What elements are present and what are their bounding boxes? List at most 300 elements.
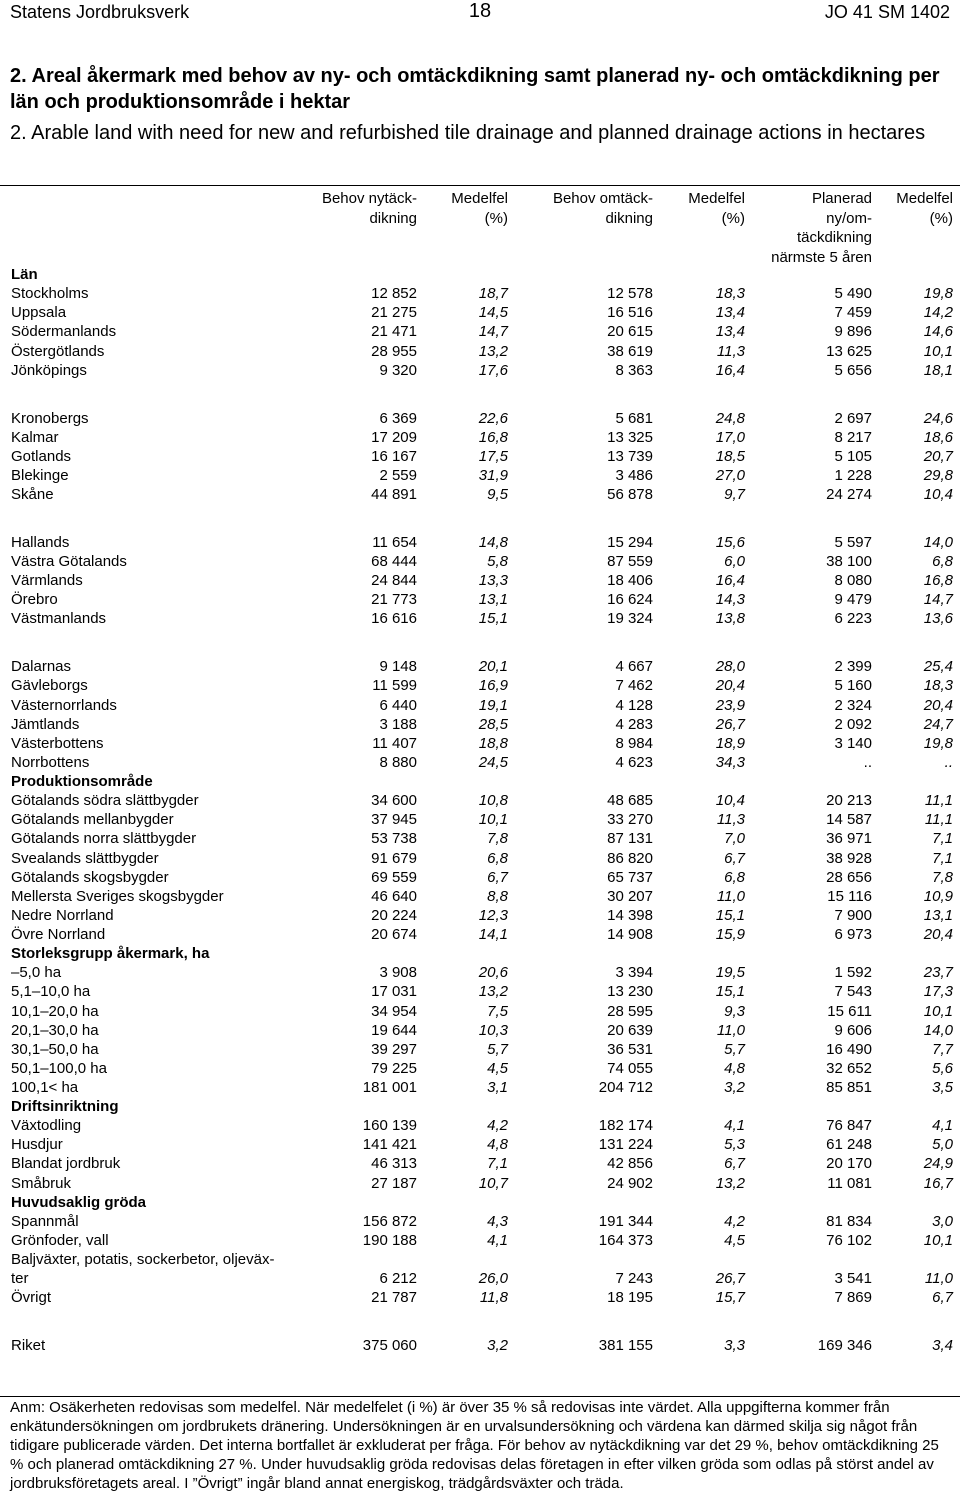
cell-col-4: 10,4 — [715, 792, 745, 810]
cell-col-3: 13 230 — [607, 983, 653, 1001]
cell-col-1: 27 187 — [371, 1174, 417, 1192]
cell-col-6: 19,8 — [923, 285, 953, 303]
cell-col-3: 16 516 — [607, 304, 653, 322]
cell-col-3: 14 908 — [607, 926, 653, 943]
cell-col-3: 18 195 — [607, 1289, 653, 1307]
table-footnote: Anm: Osäkerheten redovisas som medelfel. När medelfelet (i %) är över 35 % så redovisas inte värdet. Alla uppgifterna kommer från enkätundersökningen om jordbrukets dränering. Undersökningen är en urvalsundersökning och värdena kan därmed skilja sig något från tidigare publicerade värden. Det interna bortfallet är exkluderat per fråga. För behov av nytäckdikning var det 29 %, behov omtäckdikning 25 % och planerad omtäckdikning 27 %. Under huvudsaklig gröda redovisas delas företagen in efter vilken gröda som odlas på störst andel av jordbruksföretagets areal. I ”Övrigt” ingår bland annat energiskog, trädgårdsväxter och träda. — [10, 1399, 939, 1492]
row-label: Blandat jordbruk — [11, 1155, 121, 1173]
cell-col-1: 53 738 — [371, 830, 417, 848]
cell-col-2: 17,5 — [478, 447, 508, 465]
cell-col-1: 37 945 — [371, 811, 417, 829]
cell-col-6: 14,0 — [923, 1021, 953, 1039]
cell-col-5: .. — [863, 753, 872, 771]
cell-col-3: 65 737 — [607, 868, 653, 886]
row-label: Svealands slättbygder — [11, 849, 159, 867]
cell-col-4: 13,8 — [715, 610, 745, 628]
cell-col-4: 18,3 — [715, 285, 745, 303]
cell-col-5: 6 223 — [834, 610, 872, 628]
cell-col-2: 26,0 — [478, 1270, 508, 1288]
cell-col-1: 3 188 — [379, 715, 417, 733]
table-row — [0, 810, 960, 829]
section-heading: Produktionsområde — [11, 773, 153, 790]
cell-col-4: 4,1 — [724, 1117, 745, 1135]
cell-col-2: 20,6 — [478, 964, 508, 982]
cell-col-5: 24 274 — [826, 486, 872, 503]
cell-col-2: 7,1 — [487, 1155, 508, 1173]
cell-col-3: 4 667 — [615, 658, 653, 676]
cell-col-4: 15,1 — [715, 983, 745, 1001]
table-row — [0, 1174, 960, 1193]
row-label: Jönköpings — [11, 361, 87, 379]
row-label: Baljväxter, potatis, sockerbetor, oljeväx- — [11, 1251, 275, 1268]
row-label: Växtodling — [11, 1117, 82, 1135]
cell-col-1: 24 844 — [371, 572, 417, 590]
cell-col-2: 16,8 — [478, 428, 508, 446]
cell-col-6: 10,1 — [923, 1002, 953, 1020]
cell-col-6: 20,7 — [923, 447, 953, 465]
cell-col-6: .. — [944, 753, 953, 771]
table-row — [0, 466, 960, 485]
row-label: Örebro — [11, 591, 58, 609]
cell-col-4: 11,3 — [716, 342, 745, 360]
table-row — [0, 1288, 960, 1307]
cell-col-6: 7,7 — [932, 1040, 953, 1058]
table-bottom-rule — [0, 1396, 960, 1397]
cell-col-4: 15,7 — [715, 1289, 745, 1307]
cell-col-6: 11,0 — [924, 1270, 953, 1288]
cell-col-2: 19,1 — [478, 696, 508, 714]
cell-col-3: 86 820 — [607, 849, 653, 867]
cell-col-5: 5 105 — [834, 447, 872, 465]
cell-col-2: 8,8 — [487, 887, 508, 905]
section-heading-row — [0, 265, 960, 284]
table-row — [0, 734, 960, 753]
row-label: Kronobergs — [11, 409, 89, 427]
cell-col-6: 14,2 — [923, 304, 953, 322]
cell-col-1: 21 773 — [371, 591, 417, 609]
cell-col-4: 5,7 — [724, 1040, 745, 1058]
row-label: Gotlands — [11, 447, 72, 465]
table-row — [0, 609, 960, 628]
cell-col-1: 190 188 — [362, 1231, 417, 1249]
row-label: Gävleborgs — [11, 677, 88, 695]
cell-col-4: 18,5 — [715, 447, 745, 465]
cell-col-6: 16,7 — [923, 1174, 953, 1192]
cell-col-1: 34 954 — [371, 1002, 417, 1020]
cell-col-4: 18,9 — [715, 734, 745, 752]
cell-col-6: 10,1 — [923, 342, 953, 360]
table-row — [0, 284, 960, 303]
cell-col-3: 4 623 — [615, 753, 653, 771]
row-label: Mellersta Sveriges skogsbygder — [11, 887, 224, 905]
cell-col-4: 24,8 — [715, 409, 745, 427]
page-number: 18 — [468, 0, 492, 22]
cell-col-3: 182 174 — [598, 1117, 653, 1135]
row-label: Stockholms — [11, 285, 89, 303]
cell-col-6: 7,1 — [932, 849, 953, 867]
table-row — [0, 1212, 960, 1231]
cell-col-3: 87 559 — [607, 553, 653, 570]
row-label: 10,1–20,0 ha — [11, 1002, 99, 1020]
cell-col-6: 25,4 — [923, 658, 953, 676]
cell-col-1: 91 679 — [371, 849, 417, 867]
cell-col-2: 3,2 — [487, 1337, 508, 1355]
cell-col-2: 4,8 — [487, 1136, 508, 1154]
table-row — [0, 696, 960, 715]
cell-col-2: 5,7 — [487, 1040, 508, 1058]
cell-col-6: 20,4 — [923, 926, 953, 943]
cell-col-4: 11,3 — [716, 811, 745, 829]
cell-col-6: 7,8 — [932, 868, 953, 886]
cell-col-1: 156 872 — [362, 1212, 417, 1230]
table-title-swedish: 2. Areal åkermark med behov av ny- och omtäckdikning samt planerad ny- och omtäckdikning per län och produktionsområde i hektar — [10, 65, 940, 113]
cell-col-6: 13,6 — [923, 610, 953, 628]
cell-col-1: 8 880 — [379, 753, 417, 771]
cell-col-3: 13 325 — [607, 428, 653, 446]
cell-col-2: 7,8 — [487, 830, 508, 848]
cell-col-6: 19,8 — [923, 734, 953, 752]
cell-col-5: 9 479 — [834, 591, 872, 609]
cell-col-6: 20,4 — [923, 696, 953, 714]
cell-col-2: 14,1 — [478, 926, 508, 943]
cell-col-1: 6 369 — [379, 409, 417, 427]
cell-col-6: 17,3 — [923, 983, 953, 1001]
cell-col-6: 5,0 — [932, 1136, 953, 1154]
cell-col-5: 1 592 — [834, 964, 872, 982]
table-row — [0, 322, 960, 341]
cell-col-5: 6 973 — [834, 926, 872, 943]
cell-col-3: 3 394 — [615, 964, 653, 982]
cell-col-3: 30 207 — [607, 887, 653, 905]
cell-col-1: 68 444 — [371, 553, 417, 570]
section-heading-row — [0, 944, 960, 963]
cell-col-5: 9 896 — [834, 323, 872, 341]
row-label: Hallands — [11, 533, 70, 551]
table-row — [0, 829, 960, 848]
cell-col-6: 14,0 — [923, 533, 953, 551]
cell-col-1: 19 644 — [371, 1021, 417, 1039]
table-row — [0, 1116, 960, 1135]
cell-col-4: 3,3 — [724, 1337, 745, 1355]
row-label: Götalands norra slättbygder — [11, 830, 197, 848]
cell-col-6: 16,8 — [923, 572, 953, 590]
table-row — [0, 1250, 960, 1269]
cell-col-4: 7,0 — [724, 830, 745, 848]
table-row — [0, 963, 960, 982]
row-label: ter — [11, 1270, 29, 1288]
section-heading: Län — [11, 266, 38, 283]
cell-col-1: 3 908 — [379, 964, 417, 982]
cell-col-6: 3,4 — [932, 1337, 953, 1355]
table-row — [0, 1269, 960, 1288]
table-row — [0, 925, 960, 944]
cell-col-3: 204 712 — [598, 1079, 653, 1096]
cell-col-1: 375 060 — [362, 1337, 417, 1355]
cell-col-2: 4,1 — [487, 1231, 508, 1249]
table-row — [0, 485, 960, 504]
cell-col-6: 13,1 — [923, 906, 953, 924]
table-row — [0, 571, 960, 590]
table-row — [0, 303, 960, 322]
cell-col-4: 9,3 — [724, 1002, 745, 1020]
cell-col-2: 4,3 — [487, 1212, 508, 1230]
cell-col-1: 16 167 — [371, 447, 417, 465]
row-label: 100,1< ha — [11, 1079, 79, 1096]
cell-col-6: 18,1 — [923, 361, 953, 379]
cell-col-5: 14 587 — [826, 811, 872, 829]
table-row — [0, 409, 960, 428]
cell-col-4: 13,4 — [715, 304, 745, 322]
cell-col-6: 24,6 — [923, 409, 953, 427]
cell-col-6: 14,6 — [923, 323, 953, 341]
cell-col-4: 26,7 — [715, 1270, 745, 1288]
section-heading-row — [0, 772, 960, 791]
cell-col-3: 8 984 — [615, 734, 653, 752]
cell-col-1: 160 139 — [362, 1117, 417, 1135]
cell-col-5: 15 116 — [827, 887, 872, 905]
cell-col-6: 24,9 — [923, 1155, 953, 1173]
cell-col-5: 7 543 — [834, 983, 872, 1001]
cell-col-5: 16 490 — [826, 1040, 872, 1058]
cell-col-6: 23,7 — [923, 964, 953, 982]
cell-col-1: 17 031 — [371, 983, 417, 1001]
table-title-english: 2. Arable land with need for new and refurbished tile drainage and planned drainage actions in hectares — [10, 122, 926, 144]
cell-col-5: 3 541 — [834, 1270, 872, 1288]
row-label: Västerbottens — [11, 734, 104, 752]
cell-col-5: 20 170 — [826, 1155, 872, 1173]
cell-col-5: 11 081 — [827, 1174, 872, 1192]
row-label: Värmlands — [11, 572, 83, 590]
cell-col-2: 28,5 — [478, 715, 508, 733]
table-row — [0, 753, 960, 772]
cell-col-3: 42 856 — [607, 1155, 653, 1173]
cell-col-3: 24 902 — [607, 1174, 653, 1192]
row-label: Spannmål — [11, 1212, 79, 1230]
cell-col-4: 9,7 — [724, 486, 745, 503]
cell-col-3: 131 224 — [598, 1136, 653, 1154]
column-header-std-error-1: Medelfel (%) — [451, 190, 508, 227]
cell-col-2: 16,9 — [478, 677, 508, 695]
cell-col-5: 3 140 — [834, 734, 872, 752]
cell-col-2: 20,1 — [478, 658, 508, 676]
cell-col-2: 13,2 — [478, 983, 508, 1001]
cell-col-2: 13,2 — [478, 342, 508, 360]
cell-col-2: 6,8 — [487, 849, 508, 867]
section-heading: Storleksgrupp åkermark, ha — [11, 945, 210, 963]
cell-col-3: 33 270 — [607, 811, 653, 829]
column-header-new-drainage-need: Behov nytäck- dikning — [321, 190, 417, 227]
cell-col-5: 2 399 — [834, 658, 872, 676]
cell-col-4: 6,7 — [724, 1155, 745, 1173]
cell-col-5: 15 611 — [827, 1002, 872, 1020]
cell-col-2: 10,3 — [478, 1021, 508, 1039]
row-label: Övrigt — [11, 1289, 52, 1307]
cell-col-1: 46 313 — [371, 1155, 417, 1173]
cell-col-2: 18,7 — [478, 285, 508, 303]
cell-col-5: 5 656 — [834, 361, 872, 379]
cell-col-5: 2 324 — [834, 696, 872, 714]
table-row — [0, 552, 960, 571]
cell-col-4: 3,2 — [724, 1079, 745, 1096]
row-label: Norrbottens — [11, 753, 90, 771]
column-header-std-error-3: Medelfel (%) — [896, 190, 953, 227]
table-row — [0, 1154, 960, 1173]
cell-col-5: 38 928 — [826, 849, 872, 867]
cell-col-3: 56 878 — [607, 486, 653, 503]
cell-col-4: 14,3 — [715, 591, 745, 609]
cell-col-6: 18,3 — [923, 677, 953, 695]
cell-col-4: 27,0 — [715, 466, 745, 484]
cell-col-4: 6,7 — [724, 849, 745, 867]
row-label: 20,1–30,0 ha — [11, 1021, 99, 1039]
cell-col-5: 7 869 — [834, 1289, 872, 1307]
cell-col-1: 39 297 — [371, 1040, 417, 1058]
cell-col-1: 21 471 — [371, 323, 417, 341]
row-label: Västernorrlands — [11, 696, 117, 714]
cell-col-4: 11,0 — [716, 1021, 745, 1039]
cell-col-2: 18,8 — [478, 734, 508, 752]
column-header-planned-drainage: Planerad ny/om- täckdikning närmste 5 åren — [771, 190, 872, 266]
cell-col-2: 10,7 — [478, 1174, 508, 1192]
row-label: Götalands skogsbygder — [11, 868, 169, 886]
cell-col-3: 4 283 — [615, 715, 653, 733]
cell-col-2: 31,9 — [478, 466, 508, 484]
table-row — [0, 906, 960, 925]
cell-col-3: 13 739 — [607, 447, 653, 465]
row-label: Västmanlands — [11, 610, 107, 628]
row-label: –5,0 ha — [11, 964, 62, 982]
row-label: 5,1–10,0 ha — [11, 983, 91, 1001]
row-label: 50,1–100,0 ha — [11, 1059, 107, 1077]
cell-col-2: 10,8 — [478, 792, 508, 810]
table-row — [0, 676, 960, 695]
cell-col-5: 38 100 — [826, 553, 872, 570]
cell-col-2: 17,6 — [478, 361, 508, 379]
cell-col-6: 18,6 — [923, 428, 953, 446]
table-row — [0, 849, 960, 868]
table-row — [0, 715, 960, 734]
cell-col-2: 7,5 — [487, 1002, 508, 1020]
cell-col-2: 13,1 — [478, 591, 508, 609]
cell-col-4: 34,3 — [715, 753, 745, 771]
cell-col-3: 18 406 — [607, 572, 653, 590]
cell-col-3: 4 128 — [615, 696, 653, 714]
cell-col-4: 26,7 — [715, 715, 745, 733]
cell-col-3: 48 685 — [607, 792, 653, 810]
row-label: Nedre Norrland — [11, 906, 114, 924]
cell-col-6: 11,1 — [924, 792, 953, 810]
cell-col-3: 12 578 — [607, 285, 653, 303]
cell-col-3: 7 462 — [615, 677, 653, 695]
publisher-name: Statens Jordbruksverk — [10, 2, 190, 22]
cell-col-4: 16,4 — [715, 361, 745, 379]
cell-col-1: 21 275 — [371, 304, 417, 322]
cell-col-5: 32 652 — [826, 1059, 872, 1077]
cell-col-4: 28,0 — [715, 658, 745, 676]
cell-col-5: 8 080 — [834, 572, 872, 590]
cell-col-2: 14,7 — [478, 323, 508, 341]
cell-col-5: 13 625 — [826, 342, 872, 360]
cell-col-1: 12 852 — [371, 285, 417, 303]
cell-col-6: 6,8 — [932, 553, 953, 570]
cell-col-4: 23,9 — [715, 696, 745, 714]
section-heading: Driftsinriktning — [11, 1098, 119, 1116]
cell-col-2: 5,8 — [487, 553, 508, 570]
cell-col-4: 20,4 — [715, 677, 745, 695]
table-row — [0, 533, 960, 552]
cell-col-3: 5 681 — [615, 409, 653, 427]
cell-col-5: 5 160 — [834, 677, 872, 695]
cell-col-3: 164 373 — [598, 1231, 653, 1249]
table-row — [0, 361, 960, 380]
cell-col-3: 381 155 — [598, 1337, 653, 1355]
cell-col-1: 34 600 — [371, 792, 417, 810]
row-label: Uppsala — [11, 304, 67, 322]
cell-col-1: 6 440 — [379, 696, 417, 714]
cell-col-1: 9 148 — [379, 658, 417, 676]
cell-col-3: 3 486 — [615, 466, 653, 484]
row-label: 30,1–50,0 ha — [11, 1040, 99, 1058]
section-heading-row — [0, 1193, 960, 1212]
cell-col-5: 2 697 — [834, 409, 872, 427]
cell-col-6: 14,7 — [923, 591, 953, 609]
cell-col-1: 79 225 — [371, 1059, 417, 1077]
cell-col-2: 11,8 — [479, 1289, 508, 1307]
cell-col-5: 85 851 — [826, 1079, 872, 1096]
cell-col-5: 61 248 — [826, 1136, 872, 1154]
cell-col-1: 11 407 — [372, 734, 417, 752]
row-label: Grönfoder, vall — [11, 1231, 109, 1249]
cell-col-5: 36 971 — [826, 830, 872, 848]
cell-col-4: 19,5 — [715, 964, 745, 982]
cell-col-3: 7 243 — [615, 1270, 653, 1288]
cell-col-5: 8 217 — [834, 428, 872, 446]
table-row — [0, 1336, 960, 1355]
cell-col-5: 169 346 — [817, 1337, 872, 1355]
cell-col-3: 19 324 — [607, 610, 653, 628]
row-label: Götalands södra slättbygder — [11, 792, 199, 810]
cell-col-4: 13,2 — [715, 1174, 745, 1192]
cell-col-5: 5 597 — [834, 533, 872, 551]
cell-col-3: 20 639 — [607, 1021, 653, 1039]
cell-col-5: 9 606 — [834, 1021, 872, 1039]
row-label: Blekinge — [11, 466, 69, 484]
cell-col-1: 46 640 — [371, 887, 417, 905]
cell-col-3: 28 595 — [607, 1002, 653, 1020]
row-label: Riket — [11, 1337, 46, 1355]
row-label: Småbruk — [11, 1174, 72, 1192]
cell-col-1: 44 891 — [371, 486, 417, 503]
cell-col-5: 81 834 — [826, 1212, 872, 1230]
cell-col-4: 15,1 — [715, 906, 745, 924]
cell-col-4: 4,5 — [724, 1231, 745, 1249]
cell-col-6: 10,1 — [923, 1231, 953, 1249]
cell-col-3: 15 294 — [607, 533, 653, 551]
cell-col-1: 181 001 — [362, 1079, 417, 1096]
cell-col-4: 4,8 — [724, 1059, 745, 1077]
cell-col-1: 69 559 — [371, 868, 417, 886]
table-row — [0, 590, 960, 609]
cell-col-6: 4,1 — [932, 1117, 953, 1135]
section-heading: Huvudsaklig gröda — [11, 1193, 147, 1211]
report-id: JO 41 SM 1402 — [824, 2, 950, 22]
cell-col-6: 3,0 — [932, 1212, 953, 1230]
row-label: Södermanlands — [11, 323, 117, 341]
cell-col-2: 13,3 — [478, 572, 508, 590]
cell-col-2: 14,8 — [478, 533, 508, 551]
cell-col-4: 16,4 — [715, 572, 745, 590]
cell-col-3: 14 398 — [607, 906, 653, 924]
